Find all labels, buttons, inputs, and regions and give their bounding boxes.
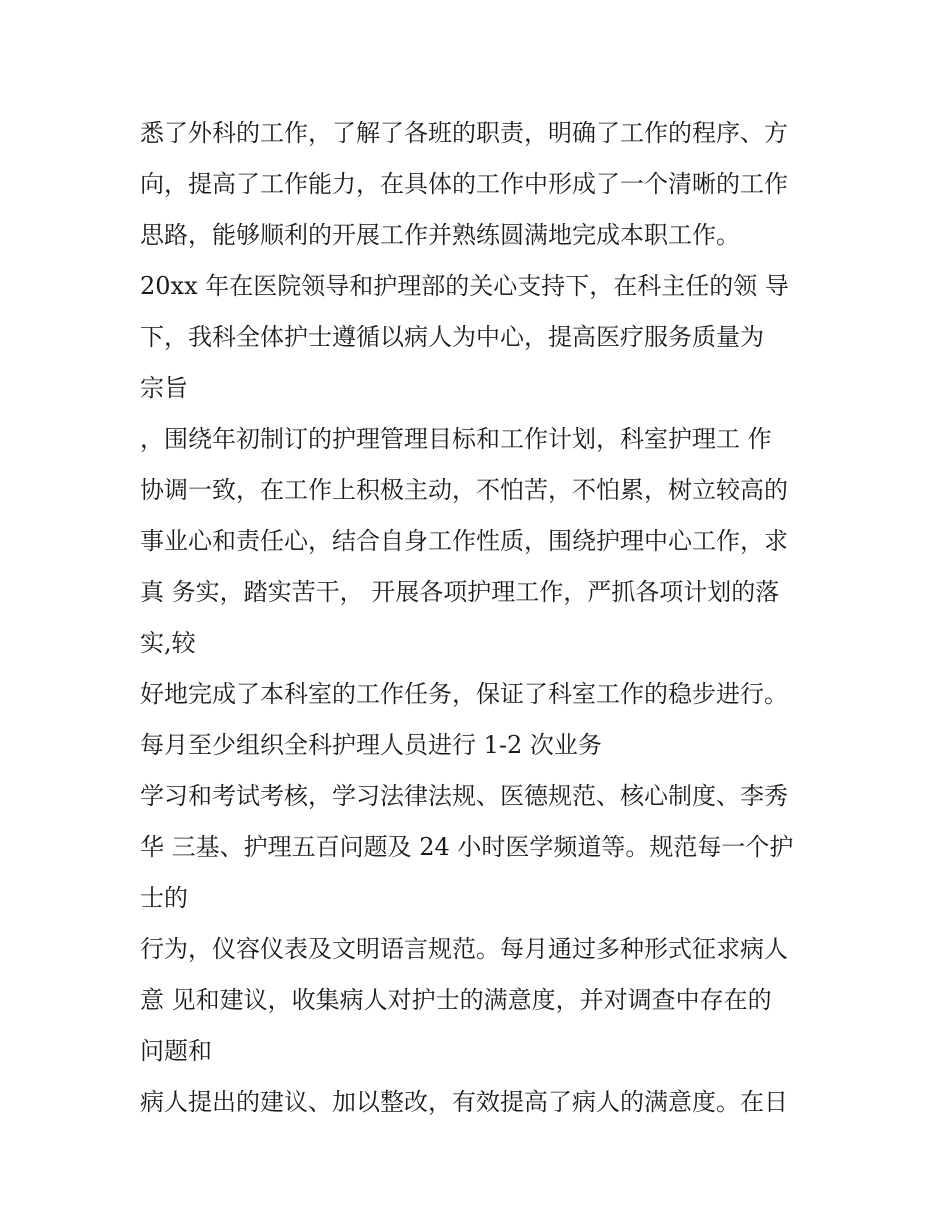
text-line: 悉了外科的工作，了解了各班的职责，明确了工作的程序、方 bbox=[140, 119, 788, 147]
text-line: 真 务实，踏实苦干， 开展各项护理工作，严抓各项计划的落 bbox=[140, 578, 780, 606]
text-line: 下，我科全体护士遵循以病人为中心，提高医疗服务质量为 bbox=[140, 323, 764, 351]
text-line: 意 见和建议，收集病人对护士的满意度，并对调查中存在的 bbox=[140, 986, 772, 1014]
text-line: 华 三基、护理五百问题及 24 小时医学频道等。规范每一个护 bbox=[140, 833, 794, 861]
body-text bbox=[140, 108, 830, 1128]
text-line: 士的 bbox=[140, 884, 188, 912]
text-line: 思路，能够顺利的开展工作并熟练圆满地完成本职工作。 bbox=[140, 221, 740, 249]
text-line: 问题和 bbox=[140, 1037, 212, 1065]
text-line: 宗旨 bbox=[140, 374, 188, 402]
text-line: 行为，仪容仪表及文明语言规范。每月通过多种形式征求病人 bbox=[140, 935, 788, 963]
text-line: ，围绕年初制订的护理管理目标和工作计划，科室护理工 作 bbox=[140, 425, 772, 453]
text-line: 每月至少组织全科护理人员进行 1-2 次业务 bbox=[140, 731, 602, 759]
text-line: 实,较 bbox=[140, 629, 196, 657]
text-line: 向，提高了工作能力，在具体的工作中形成了一个清晰的工作 bbox=[140, 170, 788, 198]
text-line: 事业心和责任心，结合自身工作性质，围绕护理中心工作，求 bbox=[140, 527, 788, 555]
text-line: 协调一致，在工作上积极主动，不怕苦，不怕累，树立较高的 bbox=[140, 476, 788, 504]
text-line: 病人提出的建议、加以整改，有效提高了病人的满意度。在日 bbox=[140, 1088, 788, 1116]
text-line: 好地完成了本科室的工作任务，保证了科室工作的稳步进行。 bbox=[140, 680, 788, 708]
text-line: 学习和考试考核，学习法律法规、医德规范、核心制度、李秀 bbox=[140, 782, 788, 810]
text-line: 20xx 年在医院领导和护理部的关心支持下，在科主任的领 导 bbox=[140, 272, 789, 300]
